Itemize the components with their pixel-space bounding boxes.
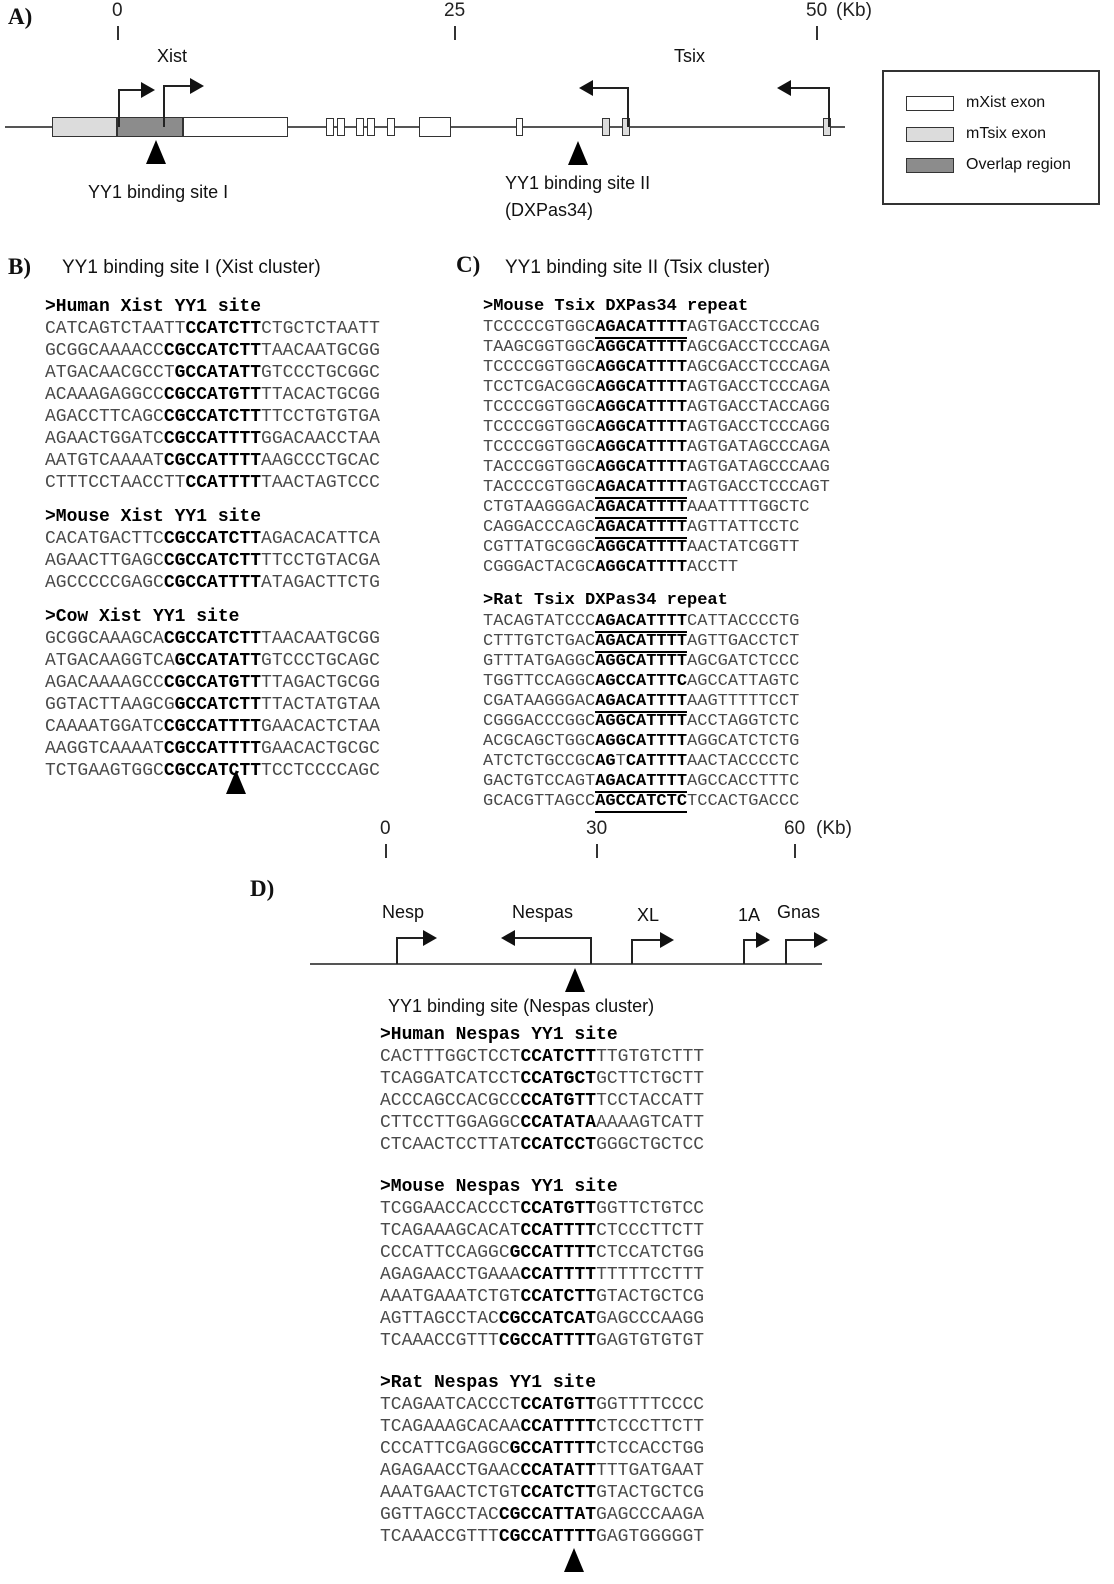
yy1-site-2-triangle-icon <box>568 141 588 165</box>
sequence-line: ATCTCTGCCGCAGTCATTTTAACTACCCCTC <box>483 752 800 771</box>
right-arrowhead-icon <box>141 82 155 98</box>
gnas-gene-label: Gnas <box>777 902 821 922</box>
sequence-line: CTTTCCTAACCTTCCATTTTTAACTAGTCCC <box>45 473 380 493</box>
sequence-block <box>380 1024 704 1156</box>
nesp-gene-label: Nesp <box>382 902 425 922</box>
sequence-block <box>45 506 380 594</box>
sequence-line: AGAGAACCTGAACCCATATTTTTGATGAAT <box>380 1461 705 1481</box>
sequence-line: GCGGCAAAACCCGCCATCTTTAACAATGCGG <box>45 341 380 361</box>
legend-item-mxist <box>906 94 1098 112</box>
scale-a-tick-50-label: 50 <box>806 0 828 21</box>
sequence-line: TACCCCGTGGCAGACATTTTAGTGACCTCCCAGT <box>483 478 830 497</box>
panel-d-label: D) <box>250 876 275 901</box>
sequence-line: GACTGTCCAGTAGACATTTTAGCCACCTTTC <box>483 772 800 791</box>
mxist-exon-box <box>367 118 375 136</box>
sequence-header: >Rat Nespas YY1 site <box>380 1373 597 1393</box>
gnas-promoter-arrow <box>785 939 815 941</box>
mxist-exon-box <box>337 118 345 136</box>
nespas-gene-label: Nespas <box>512 902 574 922</box>
scale-a-tick-25-label: 25 <box>444 0 466 21</box>
legend <box>882 70 1100 205</box>
tsix-sequence-blocks <box>483 296 830 824</box>
sequence-block <box>380 1372 704 1548</box>
sequence-line: AAATGAACTCTGTCCATCTTGTACTGCTCG <box>380 1483 705 1503</box>
scale-a-unit: (Kb) <box>836 0 872 21</box>
mtsix-exon-box <box>52 117 117 137</box>
sequence-line: ACAAAGAGGCCCGCCATGTTTTACACTGCGG <box>45 385 380 405</box>
sequence-line: CGGGACCCGGCAGGCATTTTACCTAGGTCTC <box>483 712 800 731</box>
yy1-site-2-sublabel: (DXPas34) <box>505 200 594 220</box>
sequence-line: AAATGAAATCTGTCCATCTTGTACTGCTCG <box>380 1287 705 1307</box>
sequence-block <box>483 590 830 812</box>
yy1-site-2-label: YY1 binding site II <box>505 173 651 193</box>
right-arrowhead-icon <box>814 932 828 948</box>
sequence-line: TCCCCGGTGGCAGGCATTTTAGCGACCTCCCAGA <box>483 358 830 377</box>
nespas-yy1-site-label: YY1 binding site (Nespas cluster) <box>388 996 655 1016</box>
xist-promoter-arrow <box>118 89 142 91</box>
legend-label: Overlap region <box>966 156 1071 173</box>
sequence-line: TCAGAAAGCACAACCATTTTCTCCCTTCTT <box>380 1417 705 1437</box>
sequence-block <box>483 296 830 578</box>
left-arrowhead-icon <box>579 80 593 96</box>
sequence-header: >Mouse Nespas YY1 site <box>380 1177 618 1197</box>
sequence-header: >Human Nespas YY1 site <box>380 1025 618 1045</box>
scale-d-unit: (Kb) <box>816 818 852 839</box>
sequence-line: AGAACTGGATCCGCCATTTTGGACAACCTAA <box>45 429 380 449</box>
legend-label: mTsix exon <box>966 125 1047 142</box>
panel-b-title: YY1 binding site I (Xist cluster) <box>62 257 321 278</box>
sequence-block <box>45 296 380 494</box>
xist-motif-triangle-icon <box>226 770 246 794</box>
tsix-promoter-arrow <box>790 87 830 89</box>
xl-gene-label: XL <box>637 905 660 925</box>
sequence-line: TCCTCGACGGCAGGCATTTTAGTGACCTCCCAGA <box>483 378 830 397</box>
left-arrowhead-icon <box>777 80 791 96</box>
sequence-line: CGTTATGCGGCAGGCATTTTAACTATCGGTT <box>483 538 800 557</box>
sequence-line: AGACAAAAGCCCGCCATGTTTTAGACTGCGG <box>45 673 380 693</box>
panel-b-label: B) <box>8 254 31 279</box>
sequence-line: AATGTCAAAATCGCCATTTTAAGCCCTGCAC <box>45 451 380 471</box>
scale-d-tick-0-label: 0 <box>380 818 391 839</box>
mtsix-exon-box <box>602 118 610 136</box>
sequence-line: GCACGTTAGCCAGCCATCTCTCCACTGACCC <box>483 792 800 811</box>
sequence-line: ATGACAAGGTCAGCCATATTGTCCCTGCAGC <box>45 651 380 671</box>
sequence-line: TCAGGATCATCCTCCATGCTGCTTCTGCTT <box>380 1069 705 1089</box>
sequence-line: CGGGACTACGCAGGCATTTTACCTT <box>483 558 739 577</box>
onea-promoter-arrow <box>743 940 745 964</box>
sequence-line: AGTTAGCCTACCGCCATCATGAGCCCAAGG <box>380 1309 705 1329</box>
scale-a-tick-mark <box>117 26 119 40</box>
left-arrowhead-icon <box>501 930 515 946</box>
scale-d-tick-mark <box>385 844 387 858</box>
sequence-line: CATCAGTCTAATTCCATCTTCTGCTCTAATT <box>45 319 380 339</box>
sequence-block <box>45 606 380 782</box>
legend-label: mXist exon <box>966 94 1046 111</box>
scale-d-tick-60-label: 60 <box>784 818 806 839</box>
sequence-line: TCCCCGGTGGCAGGCATTTTAGTGACCTACCAGG <box>483 398 830 417</box>
sequence-line: ACCCAGCCACGCCCCATGTTTCCTACCATT <box>380 1091 705 1111</box>
xist-promoter-arrow <box>118 90 120 127</box>
right-arrowhead-icon <box>190 78 204 94</box>
scale-a-tick-mark <box>816 26 818 40</box>
nesp-promoter-arrow <box>396 938 398 964</box>
sequence-line: CTTCCTTGGAGGCCCATATAAAAAGTCATT <box>380 1113 705 1133</box>
sequence-line: TCAGAATCACCCTCCATGTTGGTTTTCCCC <box>380 1395 705 1415</box>
sequence-line: CACATGACTTCCGCCATCTTAGACACATTCA <box>45 529 380 549</box>
xl-promoter-arrow <box>631 939 661 941</box>
xist-sequence-blocks <box>45 296 380 794</box>
mxist-exon-box <box>419 117 451 137</box>
xist-promoter-arrow <box>163 85 191 87</box>
right-arrowhead-icon <box>756 932 770 948</box>
sequence-line: TCCCCGGTGGCAGGCATTTTAGTGATAGCCCAGA <box>483 438 830 457</box>
tsix-promoter-arrow <box>828 88 830 127</box>
sequence-header: >Human Xist YY1 site <box>45 297 262 317</box>
sequence-header: >Mouse Xist YY1 site <box>45 507 262 527</box>
sequence-line: TGGTTCCAGGCAGCCATTTCAGCCATTAGTC <box>483 672 800 691</box>
sequence-line: TCAGAAAGCACATCCATTTTCTCCCTTCTT <box>380 1221 705 1241</box>
sequence-line: AGACCTTCAGCCGCCATCTTTTCCTGTGTGA <box>45 407 380 427</box>
nespas-yy1-triangle-icon <box>565 968 585 992</box>
mxist-exon-box <box>183 117 288 137</box>
onea-promoter-arrow <box>743 939 757 941</box>
sequence-line: GGTTAGCCTACCGCCATTATGAGCCCAAGA <box>380 1505 705 1525</box>
mxist-exon-box <box>326 118 334 136</box>
nespas-promoter-arrow <box>590 938 592 964</box>
sequence-header: >Cow Xist YY1 site <box>45 607 240 627</box>
sequence-line: TCTGAAGTGGCCGCCATCTTTCCTCCCCAGC <box>45 761 380 781</box>
overlap-region-box <box>117 117 183 137</box>
sequence-line: CCCATTCCAGGCGCCATTTTCTCCATCTGG <box>380 1243 705 1263</box>
sequence-line: GTTTATGAGGCAGGCATTTTAGCGATCTCCC <box>483 652 800 671</box>
scale-d-tick-mark <box>794 844 796 858</box>
sequence-line: TAAGCGGTGGCAGGCATTTTAGCGACCTCCCAGA <box>483 338 830 357</box>
onea-gene-label: 1A <box>738 905 761 925</box>
right-arrowhead-icon <box>660 932 674 948</box>
overlap-region-swatch <box>906 158 954 173</box>
sequence-line: ACGCAGCTGGCAGGCATTTTAGGCATCTCTG <box>483 732 800 751</box>
legend-item-mtsix <box>906 125 1098 143</box>
gnas-promoter-arrow <box>785 940 787 964</box>
sequence-line: TCGGAACCACCCTCCATGTTGGTTCTGTCC <box>380 1199 705 1219</box>
yy1-site-1-triangle-icon <box>146 140 166 164</box>
sequence-line: CCCATTCGAGGCGCCATTTTCTCCACCTGG <box>380 1439 705 1459</box>
panel-c-label: C) <box>456 252 481 277</box>
sequence-line: CGATAAGGGACAGACATTTTAAGTTTTTCCT <box>483 692 800 711</box>
tsix-promoter-arrow <box>627 88 629 127</box>
sequence-line: CACTTTGGCTCCTCCATCTTTTGTGTCTTT <box>380 1047 705 1067</box>
sequence-line: AAGGTCAAAATCGCCATTTTGAACACTGCGC <box>45 739 380 759</box>
xl-promoter-arrow <box>631 940 633 964</box>
sequence-line: GCGGCAAAGCACGCCATCTTTAACAATGCGG <box>45 629 380 649</box>
nesp-promoter-arrow <box>396 937 424 939</box>
nespas-promoter-arrow <box>514 937 592 939</box>
nespas-motif-triangle-icon <box>564 1548 584 1572</box>
sequence-line: GGTACTTAAGCGGCCATCTTTTACTATGTAA <box>45 695 380 715</box>
sequence-header: >Mouse Tsix DXPas34 repeat <box>483 297 749 316</box>
scale-d-tick-30-label: 30 <box>586 818 608 839</box>
sequence-line: AGAACTTGAGCCGCCATCTTTTCCTGTACGA <box>45 551 380 571</box>
sequence-line: CTCAACTCCTTATCCATCCTGGGCTGCTCC <box>380 1135 705 1155</box>
right-arrowhead-icon <box>423 930 437 946</box>
sequence-line: ATGACAACGCCTGCCATATTGTCCCTGCGGC <box>45 363 380 383</box>
sequence-line: CAAAATGGATCCGCCATTTTGAACACTCTAA <box>45 717 380 737</box>
sequence-line: AGCCCCCGAGCCGCCATTTTATAGACTTCTG <box>45 573 380 593</box>
scale-a-tick-0-label: 0 <box>112 0 123 21</box>
mxist-exon-box <box>516 118 523 136</box>
mtsix-exon-swatch <box>906 127 954 142</box>
sequence-header: >Rat Tsix DXPas34 repeat <box>483 591 728 610</box>
legend-item-overlap <box>906 156 1098 174</box>
xist-promoter-arrow <box>163 86 165 127</box>
sequence-line: TCAAACCGTTTCGCCATTTTGAGTGGGGGT <box>380 1527 705 1547</box>
sequence-line: TCCCCCGTGGCAGACATTTTAGTGACCTCCCAG <box>483 318 820 337</box>
nespas-genomic-line <box>310 963 822 965</box>
sequence-block <box>380 1176 704 1352</box>
xist-gene-label: Xist <box>157 46 188 66</box>
sequence-line: CTTTGTCTGACAGACATTTTAGTTGACCTCT <box>483 632 800 651</box>
scale-d-tick-mark <box>596 844 598 858</box>
scale-a-tick-mark <box>454 26 456 40</box>
sequence-line: TCCCCGGTGGCAGGCATTTTAGTGACCTCCCAGG <box>483 418 830 437</box>
sequence-line: AGAGAACCTGAAACCATTTTTTTTTCCTTT <box>380 1265 705 1285</box>
mxist-exon-box <box>356 118 364 136</box>
sequence-line: TACAGTATCCCAGACATTTTCATTACCCCTG <box>483 612 800 631</box>
sequence-line: CAGGACCCAGCAGACATTTTAGTTATTCCTC <box>483 518 800 537</box>
yy1-site-1-label: YY1 binding site I <box>88 182 229 202</box>
nespas-sequence-blocks <box>380 1024 704 1568</box>
sequence-line: TCAAACCGTTTCGCCATTTTGAGTGTGTGT <box>380 1331 705 1351</box>
panel-a-label: A) <box>8 4 33 29</box>
mxist-exon-swatch <box>906 96 954 111</box>
tsix-promoter-arrow <box>592 87 629 89</box>
tsix-gene-label: Tsix <box>674 46 705 66</box>
sequence-line: CTGTAAGGGACAGACATTTTAAATTTTGGCTC <box>483 498 810 517</box>
mxist-exon-box <box>387 118 395 136</box>
sequence-line: TACCCGGTGGCAGGCATTTTAGTGATAGCCCAAG <box>483 458 830 477</box>
panel-c-title: YY1 binding site II (Tsix cluster) <box>505 257 771 278</box>
